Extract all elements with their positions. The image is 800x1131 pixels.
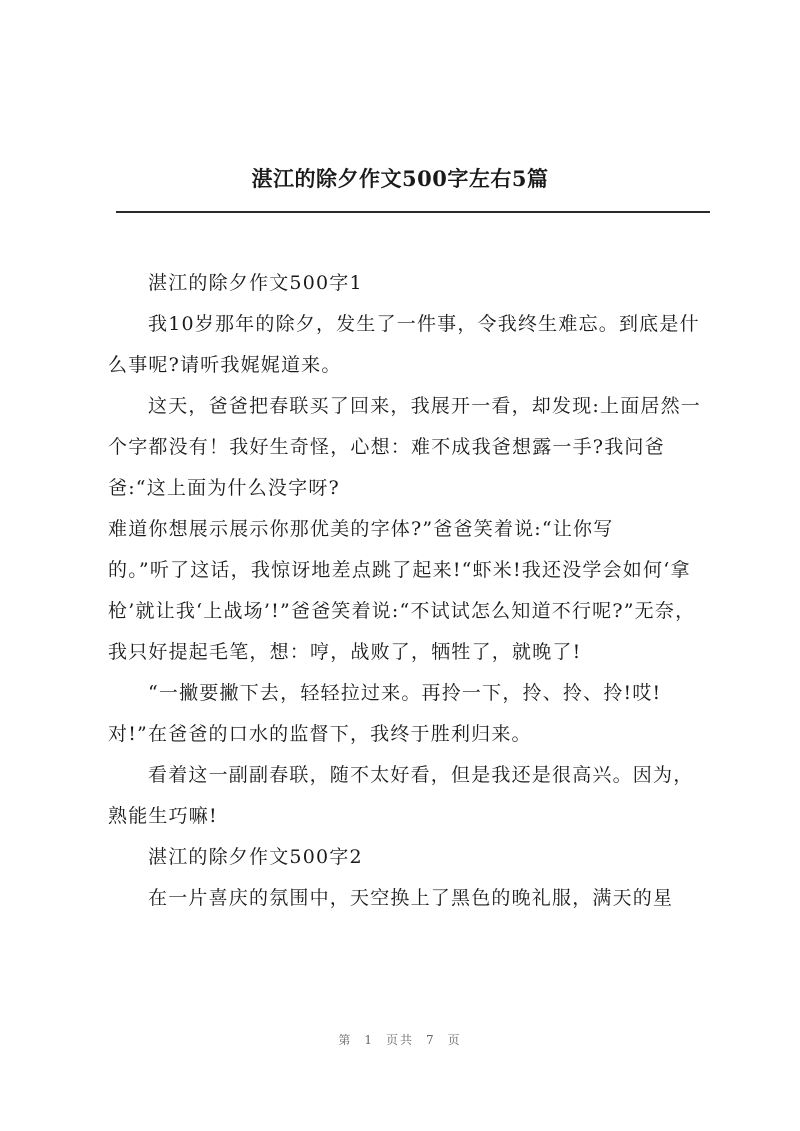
paragraph-2-line-1: 这天，爸爸把春联买了回来，我展开一看，却发现:上面居然一个字都没有！我好生奇怪，心想：难不成我爸想露一手?我问爸爸:“这上面为什么没字呀?: [108, 395, 702, 499]
page-title: 湛江的除夕作文500字左右5篇: [251, 166, 549, 191]
title-divider: [116, 211, 710, 213]
document-body: [108, 263, 712, 919]
paragraph-2-line-3: 的。”听了这话，我惊讶地差点跳了起来!“虾米!我还没学会如何‘拿枪’就让我‘上战场’!”爸爸笑着说:“不试试怎么知道不行呢?”无奈，我只好提起毛笔，想：哼，战败了，牺牲了，就晚了!: [108, 559, 696, 663]
paragraph-3: “一撇要撇下去，轻轻拉过来。再拎一下，拎、拎、拎!哎!对!”在爸爸的口水的监督下，我终于胜利归来。: [108, 682, 662, 745]
paragraph-1: 我10岁那年的除夕，发生了一件事，令我终生难忘。到底是什么事呢?请听我娓娓道来。: [108, 313, 700, 376]
paragraph-2-line-2: 难道你想展示展示你那优美的字体?”爸爸笑着说:“让你写: [108, 518, 614, 540]
paragraph-4: 看着这一副副春联，随不太好看，但是我还是很高兴。因为，熟能生巧嘛!: [108, 764, 694, 827]
page-footer: [0, 1031, 800, 1048]
paragraph-5: 在一片喜庆的氛围中，天空换上了黑色的晚礼服，满天的星: [148, 887, 674, 909]
footer-prefix: 第: [338, 1033, 353, 1047]
footer-total-pages: 7: [426, 1033, 436, 1047]
section-heading-2: 湛江的除夕作文500字2: [148, 846, 363, 868]
section-heading-1: 湛江的除夕作文500字1: [148, 272, 363, 294]
footer-suffix: 页: [447, 1033, 462, 1047]
footer-current-page: 1: [364, 1033, 374, 1047]
footer-middle: 页共: [385, 1033, 414, 1047]
